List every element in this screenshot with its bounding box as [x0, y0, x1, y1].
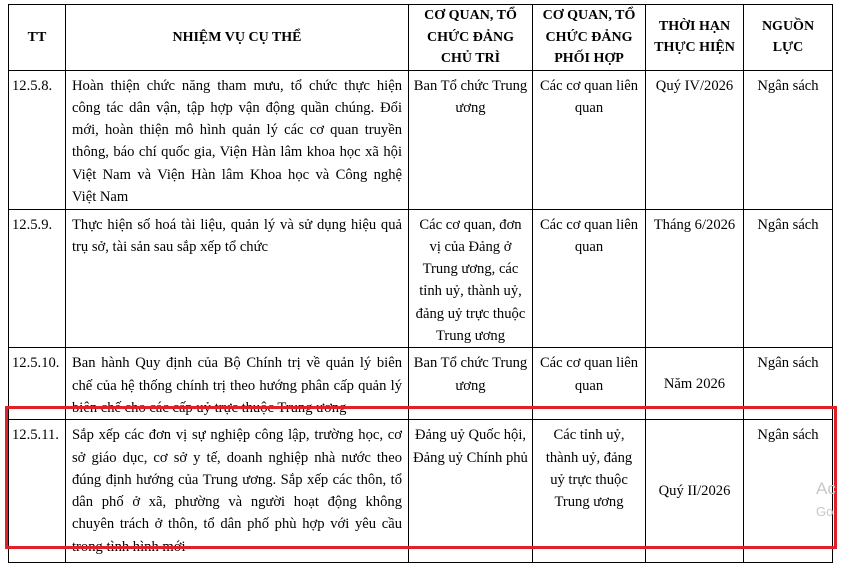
row-number: 12.5.8.: [9, 70, 66, 209]
lead-agency: Ban Tổ chức Trung ương: [409, 348, 533, 420]
resource: Ngân sách: [744, 209, 833, 348]
task-description: Hoàn thiện chức năng tham mưu, tổ chức thực hiện công tác dân vận, tập hợp vận động quần chúng. Đổi mới, hoàn thiện mô hình quản lý các cơ quan truyền thông, báo chí quốc gia, Viện Hàn lâm khoa học xã hội Việt Nam và Viện Hàn lâm Khoa học và Công nghệ Việt Nam: [66, 70, 409, 209]
row-number: 12.5.9.: [9, 209, 66, 348]
lead-agency: Đảng uỷ Quốc hội, Đảng uỷ Chính phủ: [409, 420, 533, 563]
header-row: [9, 5, 833, 71]
watermark-line-1: Ac: [816, 479, 836, 498]
resource: Ngân sách: [744, 70, 833, 209]
coordinating-agency: Các cơ quan liên quan: [533, 70, 646, 209]
header-resource: NGUỒN LỰC: [744, 5, 833, 71]
table-row: [9, 348, 833, 420]
table-row: [9, 70, 833, 209]
task-description: Sắp xếp các đơn vị sự nghiệp công lập, trường học, cơ sở giáo dục, cơ sở y tế, doanh nghiệp nhà nước theo đúng định hướng của Trung ương. Sắp xếp các thôn, tổ dân phố ở xã, phường và người hoạt động không chuyên trách ở thôn, tổ dân phố phù hợp với yêu cầu trong tình hình mới: [66, 420, 409, 563]
header-lead-agency: CƠ QUAN, TỔ CHỨC ĐẢNG CHỦ TRÌ: [409, 5, 533, 71]
lead-agency: Ban Tổ chức Trung ương: [409, 70, 533, 209]
header-tt: TT: [9, 5, 66, 71]
deadline: Quý II/2026: [646, 420, 744, 563]
deadline: Năm 2026: [646, 348, 744, 420]
coordinating-agency: Các cơ quan liên quan: [533, 209, 646, 348]
deadline: Tháng 6/2026: [646, 209, 744, 348]
lead-agency: Các cơ quan, đơn vị của Đảng ở Trung ương, các tỉnh uỷ, thành uỷ, đảng uỷ trực thuộc Trung ương: [409, 209, 533, 348]
watermark-line-2: Go: [816, 504, 834, 519]
coordinating-agency: Các cơ quan liên quan: [533, 348, 646, 420]
task-description: Thực hiện số hoá tài liệu, quản lý và sử dụng hiệu quả trụ sở, tài sản sau sắp xếp tổ chức: [66, 209, 409, 348]
deadline: Quý IV/2026: [646, 70, 744, 209]
task-table: [8, 4, 833, 563]
task-description: Ban hành Quy định của Bộ Chính trị về quản lý biên chế của hệ thống chính trị theo hướng phân cấp quản lý biên chế cho các cấp uỷ trực thuộc Trung ương: [66, 348, 409, 420]
resource: Ngân sách: [744, 348, 833, 420]
resource: Ngân sách: [744, 420, 833, 563]
table-row: [9, 209, 833, 348]
table-row: [9, 420, 833, 563]
coordinating-agency: Các tỉnh uỷ, thành uỷ, đảng uỷ trực thuộc Trung ương: [533, 420, 646, 563]
header-task: NHIỆM VỤ CỤ THỂ: [66, 5, 409, 71]
header-deadline: THỜI HẠN THỰC HIỆN: [646, 5, 744, 71]
header-coordinating-agency: CƠ QUAN, TỔ CHỨC ĐẢNG PHỐI HỢP: [533, 5, 646, 71]
row-number: 12.5.10.: [9, 348, 66, 420]
row-number: 12.5.11.: [9, 420, 66, 563]
